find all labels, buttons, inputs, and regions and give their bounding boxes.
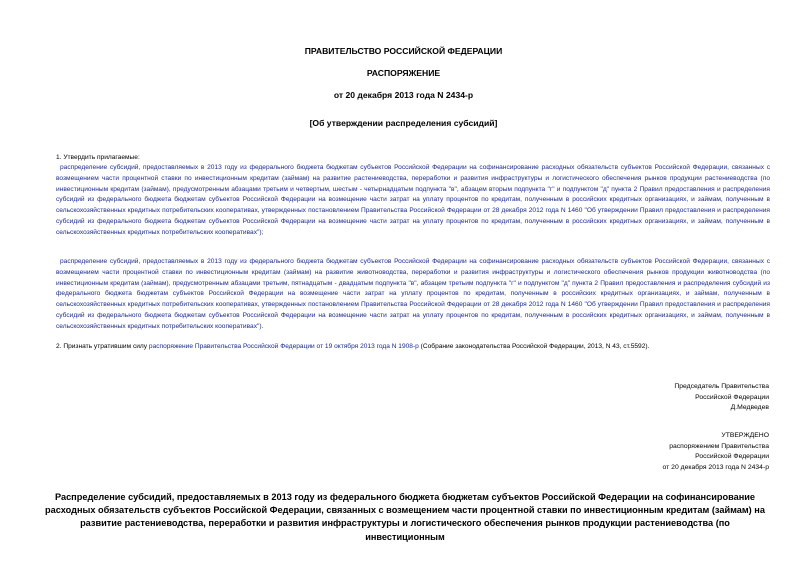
distribution-livestock-link[interactable]: распределение субсидий, предоставляемых в 2013 году из федерального бюджета бюджетам субъектов Российской Федерации на софинансирование расходных обязательств субъектов Российской Федерации, связанных с возмещением части процентной ставки по инвестиционным кредитам (займам) на развитие животноводства, переработки и развития инфраструктуры и логистического обеспечения рынков продукции животноводства (по инвестиционным кредитам (займам), предусмотренным абзацами третьим, пятнадцатым - двадцатым подпункта "в", абзацем третьим подпункта "г" и подпунктом "д" пункта 2 Правил предоставления и распределения субсидий из федерального бюджета бюджетам субъектов Российской Федерации на возмещение части затрат на уплату процентов по кредитам, полученным в российских кредитных организациях, и займам, полученным в сельскохозяйственных кредитных потребительских кооперативах, утвержденных постановлением Правительства Российской Федерации от 28 декабря 2012 года N 1460 "Об утверждении Правил предоставления и распределения субсидий из федерального бюджета бюджетам субъектов Российской Федерации на возмещение части затрат на уплату процентов по кредитам, полученным в российских кредитных организациях, и займам, полученным в сельскохозяйственных кредитных потребительских кооперативах"). xyxy=(56,258,770,330)
signature-block xyxy=(674,382,769,414)
document-type-heading: РАСПОРЯЖЕНИЕ xyxy=(366,68,441,78)
paragraph-distribution-livestock[interactable] xyxy=(56,257,770,333)
approval-label: УТВЕРЖДЕНО xyxy=(721,432,769,439)
paragraph-distribution-plant[interactable] xyxy=(56,163,770,239)
item-2-prefix: 2. Признать утратившим силу xyxy=(56,343,149,350)
government-heading: ПРАВИТЕЛЬСТВО РОССИЙСКОЙ ФЕДЕРАЦИИ xyxy=(304,46,503,56)
signature-position: Председатель Правительства xyxy=(674,383,769,390)
item-2-source: (Собрание законодательства Российской Федерации, 2013, N 43, ст.5592). xyxy=(418,343,650,350)
repealed-order-link[interactable]: распоряжение Правительства Российской Федерации от 19 октября 2013 года N 1908-р xyxy=(148,343,419,350)
item-2 xyxy=(56,342,770,353)
document-date-number: от 20 декабря 2013 года N 2434-р xyxy=(333,90,474,100)
approval-country: Российской Федерации xyxy=(695,453,769,461)
distribution-plant-link[interactable]: распределение субсидий, предоставляемых в 2013 году из федерального бюджета бюджетам субъектов Российской Федерации на софинансирование расходных обязательств субъектов Российской Федерации, связанных с возмещением части процентной ставки по инвестиционным кредитам (займам) на развитие растениеводства, переработки и развития инфраструктуры и логистического обеспечения рынков продукции растениеводства (по инвестиционным кредитам (займам), предусмотренным абзацами третьим и четвертым, шестым - четырнадцатым подпункта "в", абзацем вторым подпункта "г" и подпунктом "д" пункта 2 Правил предоставления и распределения субсидий из федерального бюджета бюджетам субъектов Российской Федерации на возмещение части затрат на уплату процентов по кредитам, полученным в российских кредитных организациях, и займам, полученным в сельскохозяйственных кредитных потребительских кооперативах, утвержденных постановлением Правительства Российской Федерации от 28 декабря 2012 года N 1460 "Об утверждении Правил предоставления и распределения субсидий из федерального бюджета бюджетам субъектов Российской Федерации на возмещение части затрат на уплату процентов по кредитам, полученным в российских кредитных организациях, и займам, полученным в сельскохозяйственных кредитных потребительских кооперативах"); xyxy=(56,164,770,236)
approval-by: распоряжением Правительства xyxy=(669,442,769,450)
signature-country: Российской Федерации xyxy=(695,393,769,401)
document-subject: [Об утверждении распределения субсидий] xyxy=(309,118,498,128)
annex-title: Распределение субсидий, предоставляемых в 2013 году из федерального бюджета бюджетам субъектов Российской Федерации на софинансирование расходных обязательств субъектов Российской Федерации, связанных с возмещением части процентной ставки по инвестиционным кредитам (займам) на развитие растениеводства, переработки и развития инфраструктуры и логистического обеспечения рынков продукции растениеводства (по инвестиционным xyxy=(45,492,765,542)
approval-block xyxy=(663,431,769,473)
approval-date: от 20 декабря 2013 года N 2434-р xyxy=(662,463,769,471)
item-1: 1. Утвердить прилагаемые: xyxy=(56,154,140,161)
signature-name: Д.Медведев xyxy=(730,404,769,412)
